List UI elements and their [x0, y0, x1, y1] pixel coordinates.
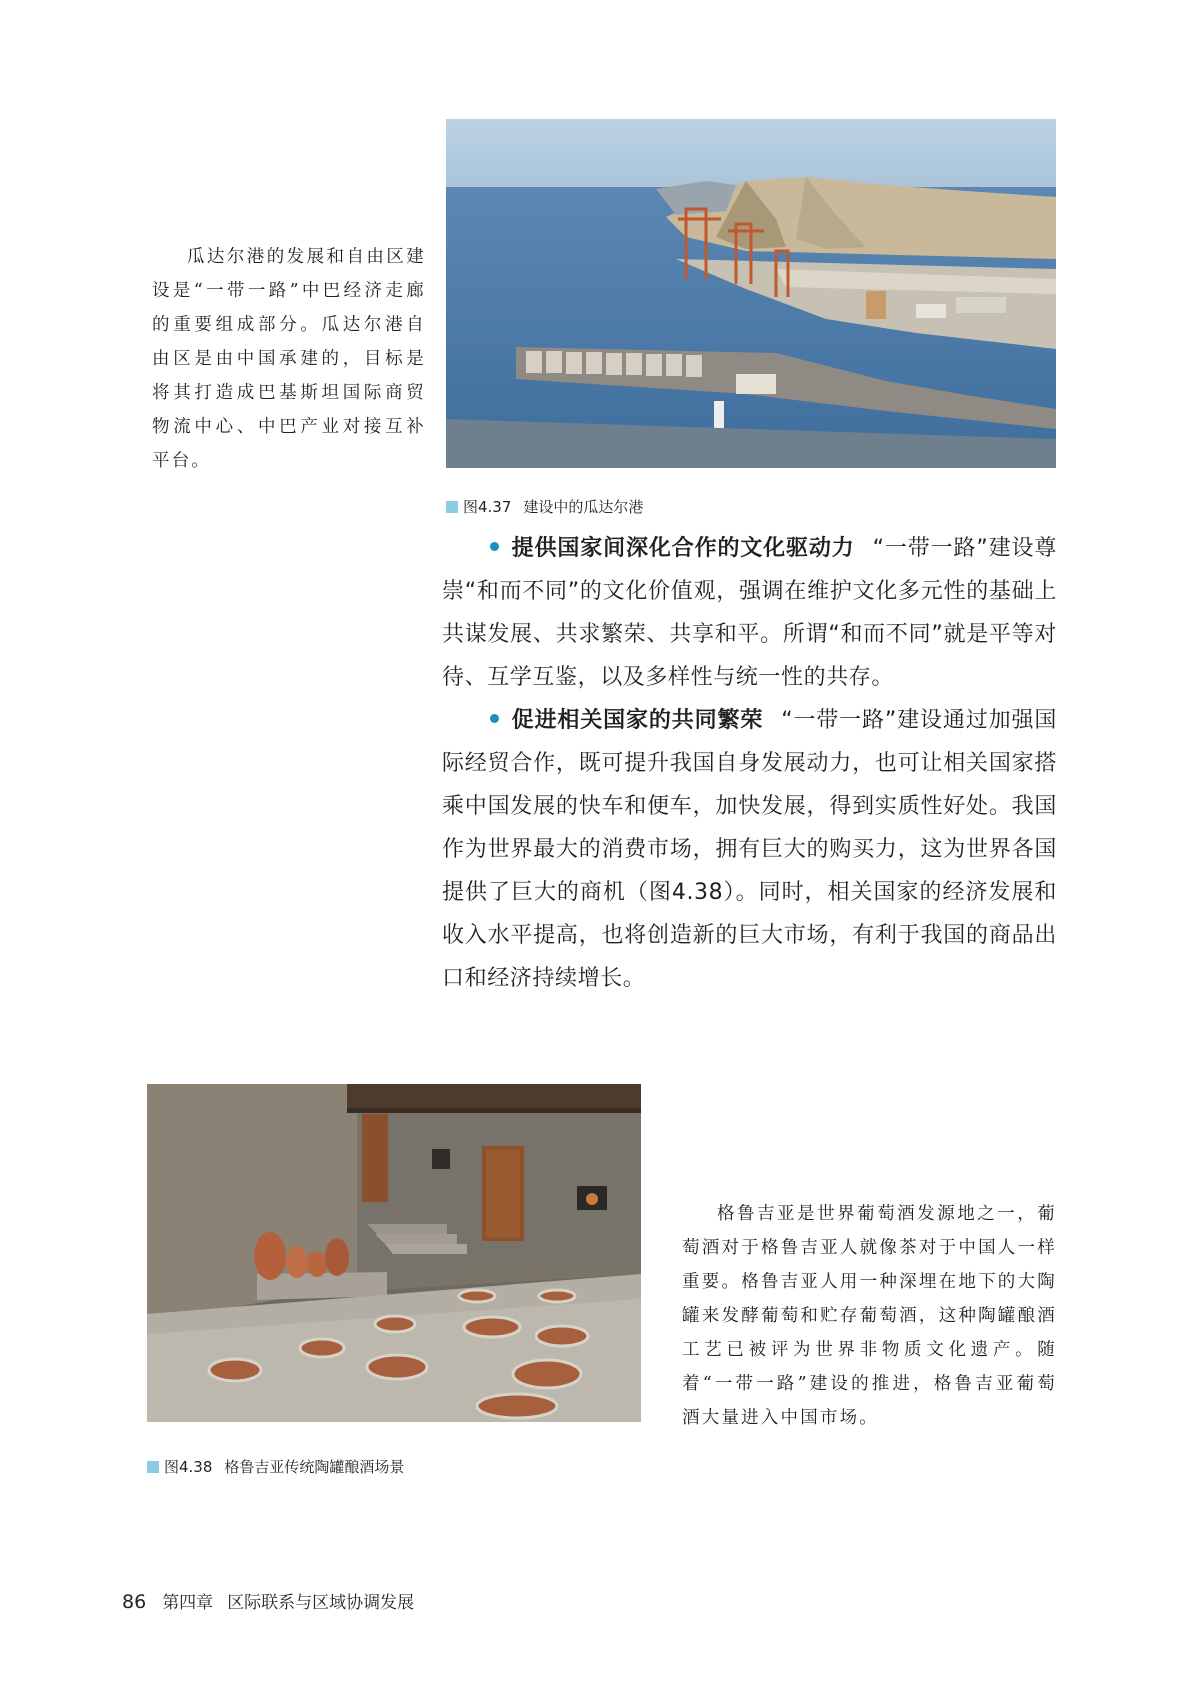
figure-caption-4-37: [446, 496, 643, 517]
figure-number: 图4.38: [164, 1458, 213, 1476]
paragraph-2-text: “一带一路”建设通过加强国际经贸合作，既可提升我国自身发展动力，也可让相关国家搭乘中国发展的快车和便车，加快发展，得到实质性好处。我国作为世界最大的消费市场，拥有巨大的购买力，这为世界各国提供了巨大的商机（图4.38）。同时，相关国家的经济发展和收入水平提高，也将创造新的巨大市场，有利于我国的商品出口和经济持续增长。: [442, 708, 1057, 991]
figure-number: 图4.37: [463, 498, 512, 516]
paragraph-1-text: “一带一路”建设尊崇“和而不同”的文化价值观，强调在维护文化多元性的基础上共谋发展、共求繁荣、共享和平。所谓“和而不同”就是平等对待、互学互鉴，以及多样性与统一性的共存。: [442, 536, 1057, 690]
side-note-top: [152, 240, 426, 478]
caption-swatch: [147, 1461, 159, 1473]
paragraph-2-lead: 促进相关国家的共同繁荣: [511, 708, 764, 733]
paragraph-1-lead: 提供国家间深化合作的文化驱动力: [511, 536, 855, 561]
page-number: 86: [122, 1591, 147, 1613]
page-footer: [122, 1588, 414, 1613]
figure-title: 建设中的瓜达尔港: [523, 498, 644, 516]
side-note-bottom: [682, 1197, 1057, 1435]
figure-title: 格鲁吉亚传统陶罐酿酒场景: [224, 1458, 405, 1476]
paragraph-2: [442, 699, 1057, 1000]
chapter-title: 区际联系与区域协调发展: [227, 1593, 415, 1613]
port-photo: [446, 119, 1056, 468]
caption-swatch: [446, 501, 458, 513]
wine-cellar-photo: [147, 1084, 641, 1422]
side-note-bottom-text: 格鲁吉亚是世界葡萄酒发源地之一，葡萄酒对于格鲁吉亚人就像茶对于中国人一样重要。格鲁吉亚人用一种深埋在地下的大陶罐来发酵葡萄和贮存葡萄酒，这种陶罐酿酒工艺已被评为世界非物质文化遗产。随着“一带一路”建设的推进，格鲁吉亚葡萄酒大量进入中国市场。: [682, 1204, 1057, 1428]
paragraph-1: [442, 527, 1057, 699]
bullet-icon: [490, 542, 499, 551]
bullet-icon: [490, 714, 499, 723]
figure-caption-4-38: [147, 1456, 404, 1477]
side-note-top-text: 瓜达尔港的发展和自由区建设是“一带一路”中巴经济走廊的重要组成部分。瓜达尔港自由区是由中国承建的，目标是将其打造成巴基斯坦国际商贸物流中心、中巴产业对接互补平台。: [152, 247, 426, 471]
chapter-label: 第四章: [162, 1593, 214, 1613]
body-text: [442, 527, 1057, 1000]
